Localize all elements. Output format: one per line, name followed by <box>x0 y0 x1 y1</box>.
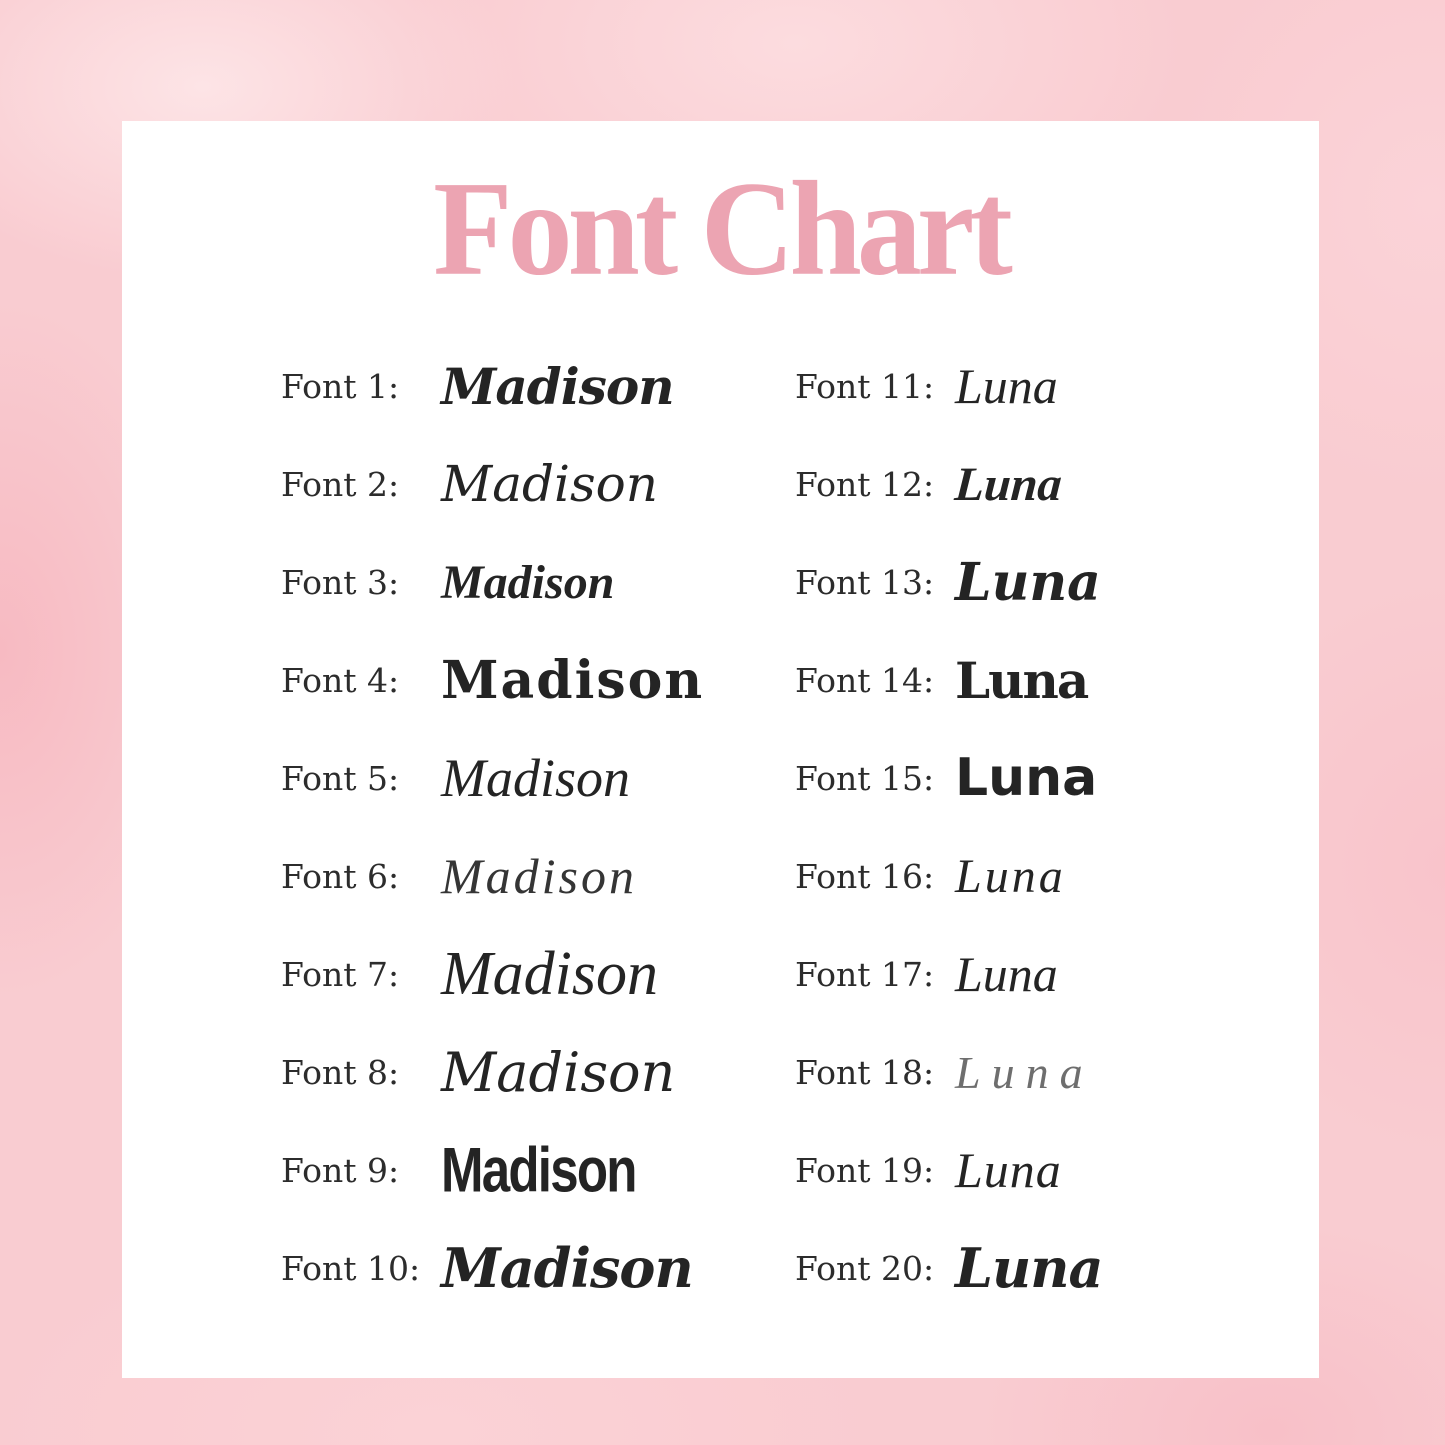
font-sample: Luna <box>955 1142 1062 1198</box>
font-row <box>795 925 1289 1023</box>
font-row <box>795 1219 1289 1317</box>
font-row <box>795 827 1289 925</box>
font-sample: Madison <box>441 848 637 904</box>
font-row <box>281 631 795 729</box>
font-label: Font 5: <box>281 758 400 798</box>
page-title: Font Chart <box>433 154 1008 304</box>
font-row <box>281 1121 795 1219</box>
font-label: Font 3: <box>281 562 400 602</box>
font-sample: Madison <box>441 649 705 711</box>
font-label: Font 13: <box>795 562 935 602</box>
font-row <box>795 631 1289 729</box>
font-sample: Madison <box>441 939 658 1008</box>
font-row <box>281 533 795 631</box>
font-sample: Luna <box>955 946 1058 1002</box>
font-label: Font 17: <box>795 954 935 994</box>
font-column-right <box>795 337 1289 1317</box>
font-label: Font 10: <box>281 1248 421 1288</box>
font-row <box>281 729 795 827</box>
font-label: Font 1: <box>281 366 400 406</box>
font-row <box>281 337 795 435</box>
font-label: Font 4: <box>281 660 400 700</box>
font-row <box>795 1023 1289 1121</box>
font-sample: Madison <box>441 1134 636 1206</box>
font-label: Font 14: <box>795 660 935 700</box>
font-sample: Luna <box>953 457 1064 511</box>
font-label: Font 18: <box>795 1052 935 1092</box>
font-label: Font 16: <box>795 856 935 896</box>
font-grid <box>281 337 1289 1317</box>
font-sample: Luna <box>955 358 1058 414</box>
font-sample: Luna <box>955 1236 1103 1300</box>
font-label: Font 6: <box>281 856 400 896</box>
font-row <box>281 435 795 533</box>
font-sample: Madison <box>441 455 658 513</box>
font-label: Font 7: <box>281 954 400 994</box>
font-label: Font 12: <box>795 464 935 504</box>
font-label: Font 15: <box>795 758 935 798</box>
font-sample: Madison <box>441 1236 693 1300</box>
font-row <box>281 1023 795 1121</box>
font-label: Font 11: <box>795 366 935 406</box>
font-sample: Luna <box>955 748 1098 808</box>
font-sample: Madison <box>441 555 615 609</box>
font-sample: Luna <box>955 650 1088 710</box>
font-row <box>281 1219 795 1317</box>
font-sample: Luna <box>955 849 1066 903</box>
font-row <box>795 435 1289 533</box>
font-row <box>281 827 795 925</box>
font-row <box>795 1121 1289 1219</box>
font-label: Font 8: <box>281 1052 400 1092</box>
font-label: Font 20: <box>795 1248 935 1288</box>
font-column-left <box>281 337 795 1317</box>
font-label: Font 19: <box>795 1150 935 1190</box>
font-sample: Luna <box>955 1046 1094 1098</box>
font-row <box>795 337 1289 435</box>
font-row <box>281 925 795 1023</box>
font-label: Font 2: <box>281 464 400 504</box>
font-sample: Madison <box>441 1040 676 1104</box>
font-sample: Madison <box>441 356 674 416</box>
font-sample: Luna <box>955 551 1101 613</box>
font-row <box>795 729 1289 827</box>
font-sample: Madison <box>441 748 630 808</box>
font-row <box>795 533 1289 631</box>
font-label: Font 9: <box>281 1150 400 1190</box>
font-chart-card <box>122 121 1319 1378</box>
